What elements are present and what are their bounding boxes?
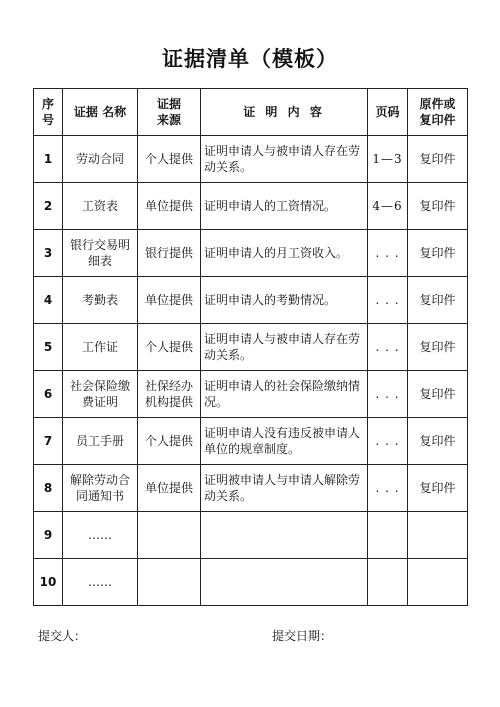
row-number: 9 xyxy=(34,512,63,559)
page-range: . . . xyxy=(368,230,408,277)
evidence-content: 证明申请人的社会保险缴纳情况。 xyxy=(201,371,368,418)
evidence-name: 工作证 xyxy=(63,324,138,371)
evidence-source: 个人提供 xyxy=(138,136,201,183)
evidence-source: 银行提供 xyxy=(138,230,201,277)
row-number: 3 xyxy=(34,230,63,277)
document-form: 复印件 xyxy=(408,418,468,465)
row-number: 1 xyxy=(34,136,63,183)
evidence-content: 证明申请人的考勤情况。 xyxy=(201,277,368,324)
evidence-name: 解除劳动合同通知书 xyxy=(63,465,138,512)
evidence-content: 证明申请人与被申请人存在劳动关系。 xyxy=(201,136,368,183)
page-title: 证据清单（模板） xyxy=(162,46,338,71)
evidence-content xyxy=(201,512,368,559)
document-form: 复印件 xyxy=(408,136,468,183)
header-form-line2: 复印件 xyxy=(419,113,456,127)
table-row xyxy=(34,371,468,418)
page-range: 4—6 xyxy=(368,183,408,230)
evidence-source: 个人提供 xyxy=(138,418,201,465)
table-row xyxy=(34,324,468,371)
header-source xyxy=(138,89,201,136)
header-form-line1: 原件或 xyxy=(419,97,456,111)
evidence-content: 证明被申请人与申请人解除劳动关系。 xyxy=(201,465,368,512)
evidence-name: …… xyxy=(63,512,138,559)
document-form: 复印件 xyxy=(408,465,468,512)
table-row xyxy=(34,465,468,512)
submit-date-label: 提交日期： xyxy=(272,629,333,643)
page-range: 1—3 xyxy=(368,136,408,183)
evidence-name: 劳动合同 xyxy=(63,136,138,183)
evidence-content: 证明申请人的工资情况。 xyxy=(201,183,368,230)
header-page: 页码 xyxy=(368,89,408,136)
header-content: 证 明 内 容 xyxy=(201,89,368,136)
page-range xyxy=(368,559,408,606)
evidence-name: 员工手册 xyxy=(63,418,138,465)
evidence-name: …… xyxy=(63,559,138,606)
evidence-source: 单位提供 xyxy=(138,277,201,324)
evidence-source xyxy=(138,512,201,559)
table-row xyxy=(34,418,468,465)
row-number: 5 xyxy=(34,324,63,371)
evidence-content: 证明申请人与被申请人存在劳动关系。 xyxy=(201,324,368,371)
document-form xyxy=(408,559,468,606)
evidence-source: 社保经办机构提供 xyxy=(138,371,201,418)
document-form: 复印件 xyxy=(408,277,468,324)
row-number: 4 xyxy=(34,277,63,324)
submitter-label: 提交人： xyxy=(38,629,87,643)
header-form xyxy=(408,89,468,136)
evidence-content: 证明申请人没有违反被申请人单位的规章制度。 xyxy=(201,418,368,465)
row-number: 2 xyxy=(34,183,63,230)
row-number: 10 xyxy=(34,559,63,606)
evidence-table xyxy=(33,88,468,606)
document-form: 复印件 xyxy=(408,324,468,371)
evidence-source: 单位提供 xyxy=(138,465,201,512)
table-row xyxy=(34,559,468,606)
row-number: 6 xyxy=(34,371,63,418)
header-source-line2: 来源 xyxy=(156,113,181,127)
evidence-name: 工资表 xyxy=(63,183,138,230)
page-range xyxy=(368,512,408,559)
page-range: . . . xyxy=(368,371,408,418)
table-row xyxy=(34,230,468,277)
document-form: 复印件 xyxy=(408,230,468,277)
evidence-name: 考勤表 xyxy=(63,277,138,324)
table-header-row xyxy=(34,89,468,136)
evidence-source: 单位提供 xyxy=(138,183,201,230)
document-form: 复印件 xyxy=(408,183,468,230)
evidence-name: 社会保险缴费证明 xyxy=(63,371,138,418)
row-number: 7 xyxy=(34,418,63,465)
header-no: 序号 xyxy=(34,89,63,136)
document-form xyxy=(408,512,468,559)
header-source-line1: 证据 xyxy=(156,97,181,111)
page-range: . . . xyxy=(368,418,408,465)
evidence-name: 银行交易明细表 xyxy=(63,230,138,277)
evidence-content xyxy=(201,559,368,606)
evidence-content: 证明申请人的月工资收入。 xyxy=(201,230,368,277)
page-range: . . . xyxy=(368,277,408,324)
page-range: . . . xyxy=(368,324,408,371)
page-range: . . . xyxy=(368,465,408,512)
evidence-source: 个人提供 xyxy=(138,324,201,371)
table-row xyxy=(34,277,468,324)
row-number: 8 xyxy=(34,465,63,512)
evidence-source xyxy=(138,559,201,606)
table-row xyxy=(34,183,468,230)
table-row xyxy=(34,136,468,183)
table-row xyxy=(34,512,468,559)
header-name: 证据 名称 xyxy=(63,89,138,136)
document-form: 复印件 xyxy=(408,371,468,418)
